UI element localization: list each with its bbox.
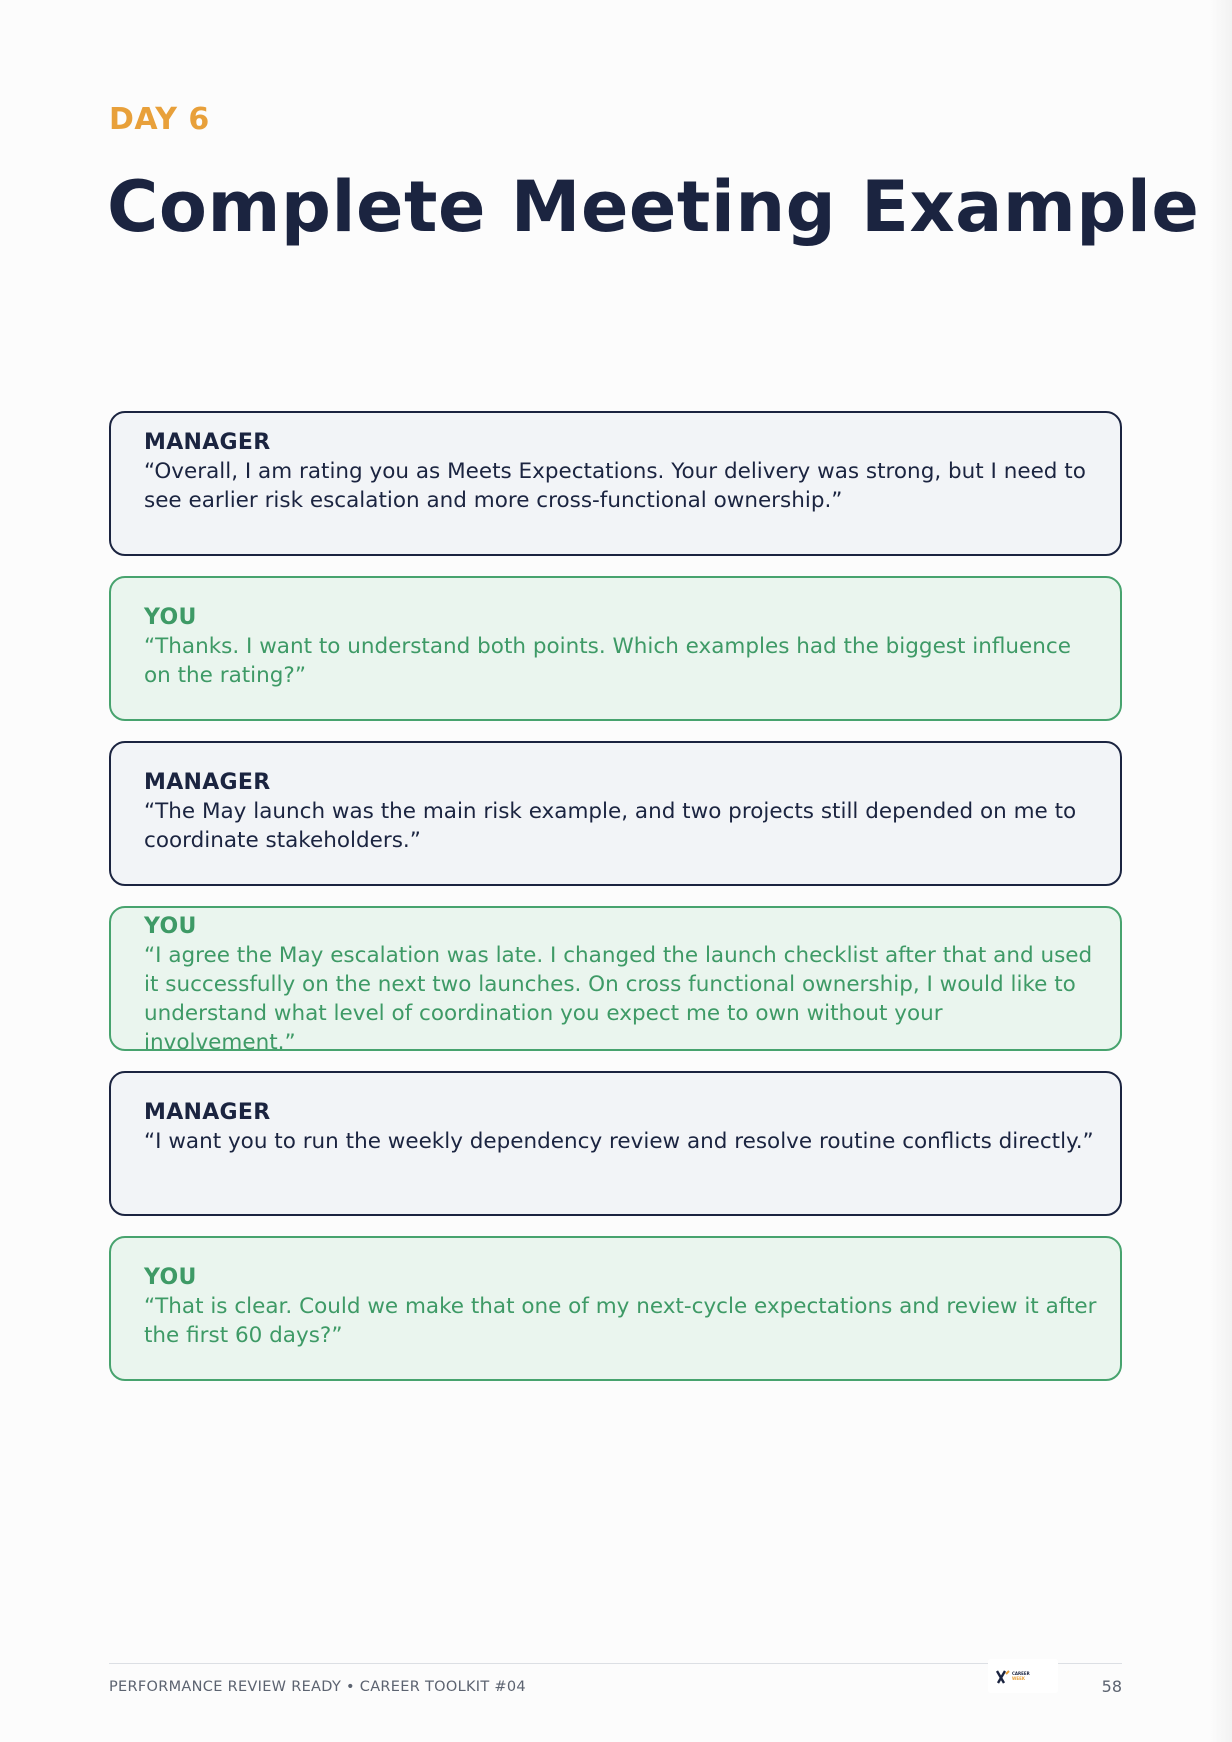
manager-message: [109, 741, 1122, 886]
message-text: “I want you to run the weekly dependency review and resolve routine conflicts directly.”: [144, 1129, 1094, 1154]
page-title: Complete Meeting Example: [107, 166, 1200, 248]
speaker-label: MANAGER: [144, 770, 271, 795]
you-message: [109, 576, 1122, 721]
message-text: “I agree the May escalation was late. I changed the launch checklist after that and used it successfully on the next two launches. On cross functional ownership, I would like to understand what level of coordination you expect me to own without your involvement.”: [144, 943, 1093, 1055]
dialogue-list: [109, 411, 1122, 1401]
day-label: DAY 6: [109, 102, 210, 137]
speaker-label: YOU: [144, 914, 197, 939]
brand-logo-icon: [995, 1669, 1011, 1685]
speaker-label: MANAGER: [144, 1100, 271, 1125]
message-text: “That is clear. Could we make that one of my next-cycle expectations and review it after the first 60 days?”: [144, 1294, 1097, 1348]
message-text: “The May launch was the main risk example, and two projects still depended on me to coordinate stakeholders.”: [144, 799, 1077, 853]
brand-logo-line1: CAREER: [1012, 1671, 1030, 1676]
manager-message: [109, 1071, 1122, 1216]
brand-logo-text: [1012, 1671, 1030, 1681]
you-message: [109, 1236, 1122, 1381]
footer-text: PERFORMANCE REVIEW READY • CAREER TOOLKIT #04: [109, 1679, 526, 1695]
page-number: 58: [1101, 1677, 1122, 1696]
message-text: “Overall, I am rating you as Meets Expectations. Your delivery was strong, but I need to see earlier risk escalation and more cross-functional ownership.”: [144, 459, 1086, 513]
page-edge-shade: [1210, 0, 1232, 1742]
speaker-label: MANAGER: [144, 430, 271, 455]
you-message: [109, 906, 1122, 1055]
brand-logo: [988, 1659, 1058, 1693]
brand-logo-line2: WEEK: [1012, 1676, 1025, 1681]
speaker-label: YOU: [144, 1265, 197, 1290]
message-text: “Thanks. I want to understand both points. Which examples had the biggest influence on the rating?”: [144, 634, 1071, 688]
speaker-label: YOU: [144, 605, 197, 630]
footer-divider: [109, 1663, 1122, 1664]
manager-message: [109, 411, 1122, 556]
